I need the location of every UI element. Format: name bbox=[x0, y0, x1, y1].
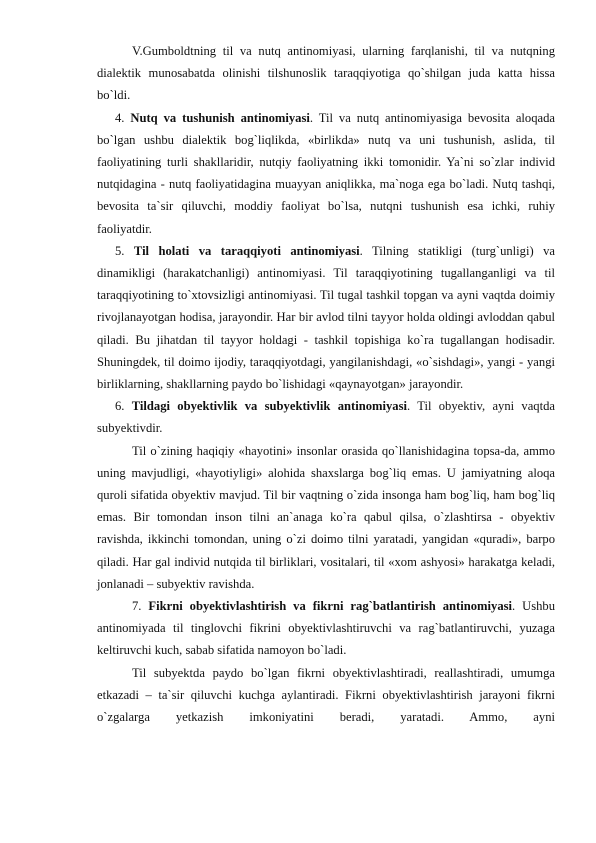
paragraph-objectivity-subjectivity bbox=[97, 395, 555, 439]
paragraph-text: . Til va nutq antinomiyasiga bevosita aloqada bo`lgan ushbu dialektik bog`liqlikda, «birlikda» nutq va uni tushunish, aslida, til faoliyatining turli shakllaridir, nutqiy faoliyatning ikki tomonidir. Ya`ni so`zlar individ nutqidagina - nutq faoliyatidagina muayyan aniqlikka, ma`noga ega bo`ladi. Nutq tashqi, bevosita ta`sir qiluvchi, moddiy faoliyat bo`lsa, nutqni tushunish esa ichki, ruhiy faoliyatdir. bbox=[97, 110, 555, 236]
paragraph-language-state-development bbox=[97, 240, 555, 395]
paragraph-gumboldt bbox=[97, 40, 555, 107]
item-heading: Fikrni obyektivlashtirish va fikrni rag`batlantirish antinomiyasi bbox=[148, 599, 513, 614]
item-number: 6. bbox=[115, 399, 132, 414]
paragraph-text: V.Gumboldtning til va nutq antinomiyasi, ularning farqlanishi, til va nutqning dialektik munosabatda olinishi tilshunoslik taraqqiyotiga qo`shilgan juda katta hissa bo`ldi. bbox=[97, 44, 555, 103]
paragraph-language-life bbox=[97, 440, 555, 595]
item-number: 5. bbox=[115, 243, 134, 258]
paragraph-text: . Ushbu antinomiyada til tinglovchi fikrini obyektivlashtiruvchi va rag`batlantiruvchi, yuzaga keltiruvchi kuch, sabab sifatida namoyon bo`ladi. bbox=[97, 599, 556, 658]
item-heading: Nutq va tushunish antinomiyasi bbox=[130, 110, 310, 125]
paragraph-text: Til o`zining haqiqiy «hayotini» insonlar orasida qo`llanishidagina topsa-da, ammo uning mavjudligi, «hayotiyligi» alohida shaxslarga bog`liq emas. U jamiyatning aloqa quroli sifatida obyektiv mavjud. Til bir vaqtning o`zida insonga ham bog`liq, ham bog`liq emas. Bir tomondan inson tilni an`anaga ko`ra qabul qilsa, o`zlashtirsa - obyektiv ravishda, ikkinchi tomondan, uning o`zi doimo tilni yaratadi, yangidan «quradi», barpo qiladi. Har gal individ nutqida til birliklari, vositalari, til «xom ashyosi» harakatga keladi, jonlanadi – subyektiv ravishda. bbox=[97, 443, 555, 591]
paragraph-speech-understanding bbox=[97, 107, 555, 240]
item-number: 4. bbox=[115, 110, 131, 125]
paragraph-text: . Til obyektiv, ayni vaqtda subyektivdir. bbox=[97, 399, 555, 436]
paragraph-subject-thought bbox=[97, 662, 555, 729]
paragraph-thought-objectification bbox=[97, 595, 555, 662]
item-number: 7. bbox=[132, 599, 149, 614]
item-heading: Til holati va taraqqiyoti antinomiyasi bbox=[133, 243, 360, 258]
document-page bbox=[97, 40, 555, 728]
paragraph-text: Til subyektda paydo bo`lgan fikrni obyektivlashtiradi, reallashtiradi, umumga etkazadi – ta`sir qiluvchi kuchga aylantiradi. Fikrni obyektivlashtirish jarayoni fikrni o`zgalarga yetkazish imkoniyatini beradi, yaratadi. Ammo, ayni bbox=[97, 665, 555, 725]
item-heading: Tildagi obyektivlik va subyektivlik antinomiyasi bbox=[131, 399, 408, 414]
paragraph-text: . Tilning statikligi (turg`unligi) va dinamikligi (harakatchanligi) antinomiyasi. Til taraqqiyotining tugallanganligi va til taraqqiyotining to`xtovsizligi antinomiyasi. Til tugal tashkil topgan va ayni vaqtda doimiy rivojlanayotgan hodisa, jarayondir. Har bir avlod tilni tayyor holda oldingi avloddan qabul qiladi. Bu jihatdan til tayyor holdagi - tashkil topishiga ko`ra tugallangan hodisadir. Shuningdek, til doimo ijodiy, taraqqiyotdagi, yangilanishdagi, «o`sishdagi», yangi - yangi birliklarning, shakllarning paydo bo`lishidagi «qaynayotgan» jarayondir. bbox=[97, 243, 555, 392]
